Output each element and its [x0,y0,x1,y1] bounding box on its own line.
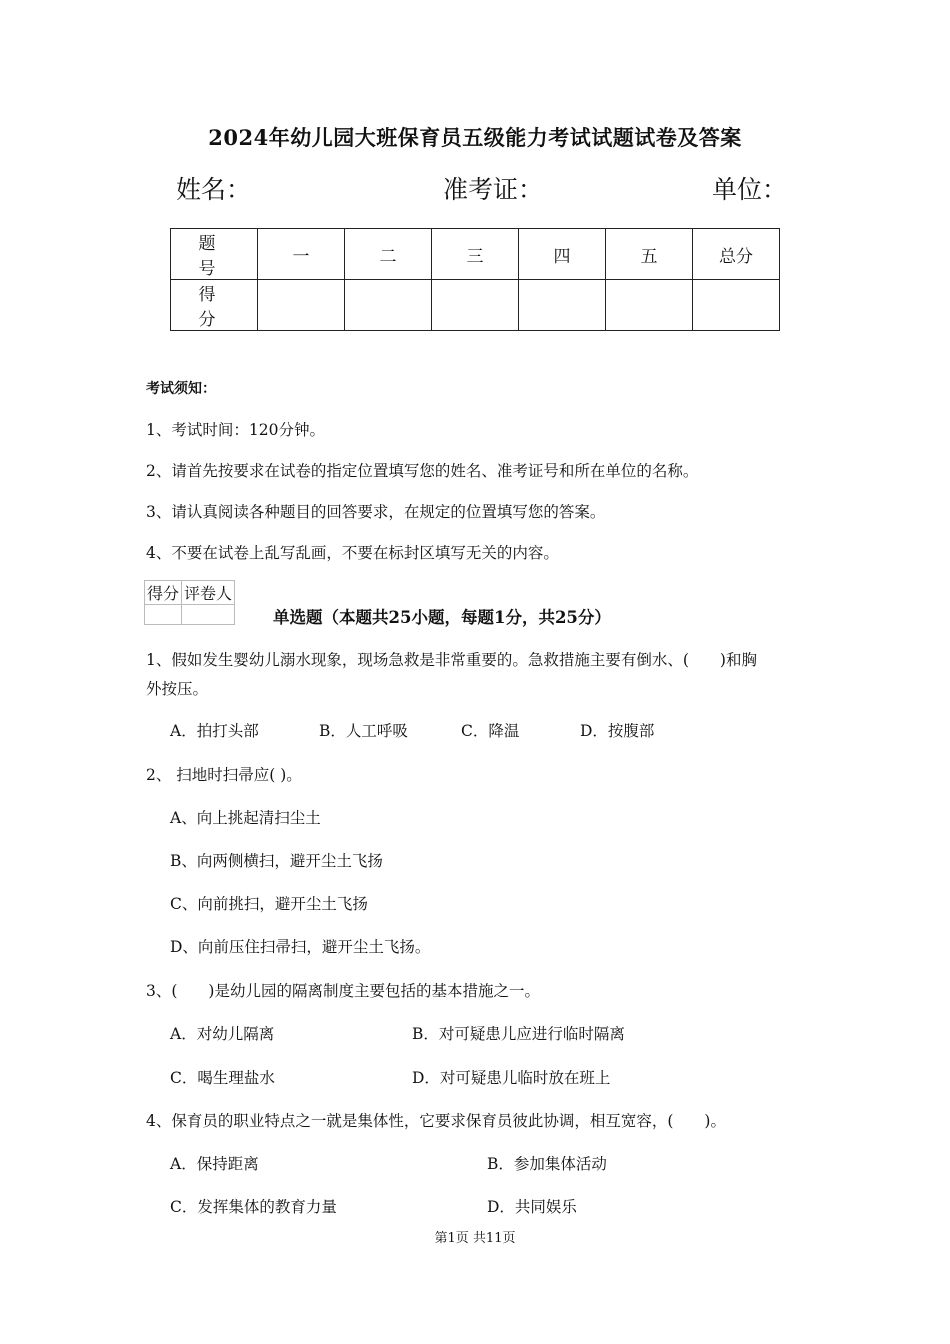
question-4-stem: 4、保育员的职业特点之一就是集体性，它要求保育员彼此协调，相互宽容，( )。 [146,1112,726,1130]
question-3-stem: 3、( )是幼儿园的隔离制度主要包括的基本措施之一。 [146,982,540,1000]
notice-item: 3、请认真阅读各种题目的回答要求，在规定的位置填写您的答案。 [146,503,606,521]
name-field-label: 姓名： [176,175,252,204]
grader-box [144,580,235,625]
score-table [170,228,780,331]
score-header-cell: 五 [606,229,693,280]
exam-id-field-label: 准考证： [443,175,544,204]
question-1-stem-cont: 外按压。 [146,680,209,698]
question-4-option-d: D．共同娱乐 [487,1198,577,1216]
score-header-cell: 四 [519,229,606,280]
notice-heading: 考试须知： [146,381,216,397]
section-title: 单选题（本题共25小题，每题1分，共25分） [273,608,611,627]
question-2-option-a: A、向上挑起清扫尘土 [170,809,321,827]
page-title: 2024年幼儿园大班保育员五级能力考试试题试卷及答案 [208,125,742,150]
question-1-stem: 1、假如发生婴幼儿溺水现象，现场急救是非常重要的。急救措施主要有倒水、( )和胸 [146,651,757,669]
question-2-option-d: D、向前压住扫帚扫，避开尘土飞扬。 [170,938,431,956]
grader-score-label: 得分 [145,581,182,605]
notice-item: 2、请首先按要求在试卷的指定位置填写您的姓名、准考证号和所在单位的名称。 [146,462,699,480]
question-1-option-a: A．拍打头部 [170,722,259,740]
question-3-option-b: B．对可疑患儿应进行临时隔离 [412,1025,625,1043]
question-2-stem: 2、 扫地时扫帚应( )。 [146,766,302,784]
score-table-score-row [171,280,780,331]
grader-name-cell [182,605,235,625]
score-header-cell: 三 [432,229,519,280]
question-3-option-c: C．喝生理盐水 [170,1069,275,1087]
score-cell [693,280,780,331]
question-4-option-c: C．发挥集体的教育力量 [170,1198,337,1216]
question-2-option-b: B、向两侧横扫，避开尘土飞扬 [170,852,383,870]
question-4-option-b: B．参加集体活动 [487,1155,607,1173]
question-1-option-d: D．按腹部 [580,722,655,740]
notice-item: 4、不要在试卷上乱写乱画，不要在标封区填写无关的内容。 [146,544,559,562]
score-cell [432,280,519,331]
score-header-cell: 总分 [693,229,780,280]
question-1-option-b: B．人工呼吸 [319,722,408,740]
question-3-option-d: D．对可疑患儿临时放在班上 [412,1069,611,1087]
grader-score-cell [145,605,182,625]
score-table-header-row [171,229,780,280]
notice-item: 1、考试时间：120分钟。 [146,421,325,439]
unit-field-label: 单位： [712,175,788,204]
page-footer: 第1页 共11页 [434,1231,516,1246]
score-header-cell: 题 号 [171,229,258,280]
score-header-cell: 二 [345,229,432,280]
score-cell [606,280,693,331]
question-4-option-a: A．保持距离 [170,1155,259,1173]
score-cell [258,280,345,331]
score-cell [345,280,432,331]
grader-name-label: 评卷人 [182,581,235,605]
question-1-option-c: C．降温 [461,722,520,740]
question-3-option-a: A．对幼儿隔离 [170,1025,275,1043]
score-row-label: 得 分 [171,280,258,331]
score-header-cell: 一 [258,229,345,280]
question-2-option-c: C、向前挑扫，避开尘土飞扬 [170,895,368,913]
score-cell [519,280,606,331]
